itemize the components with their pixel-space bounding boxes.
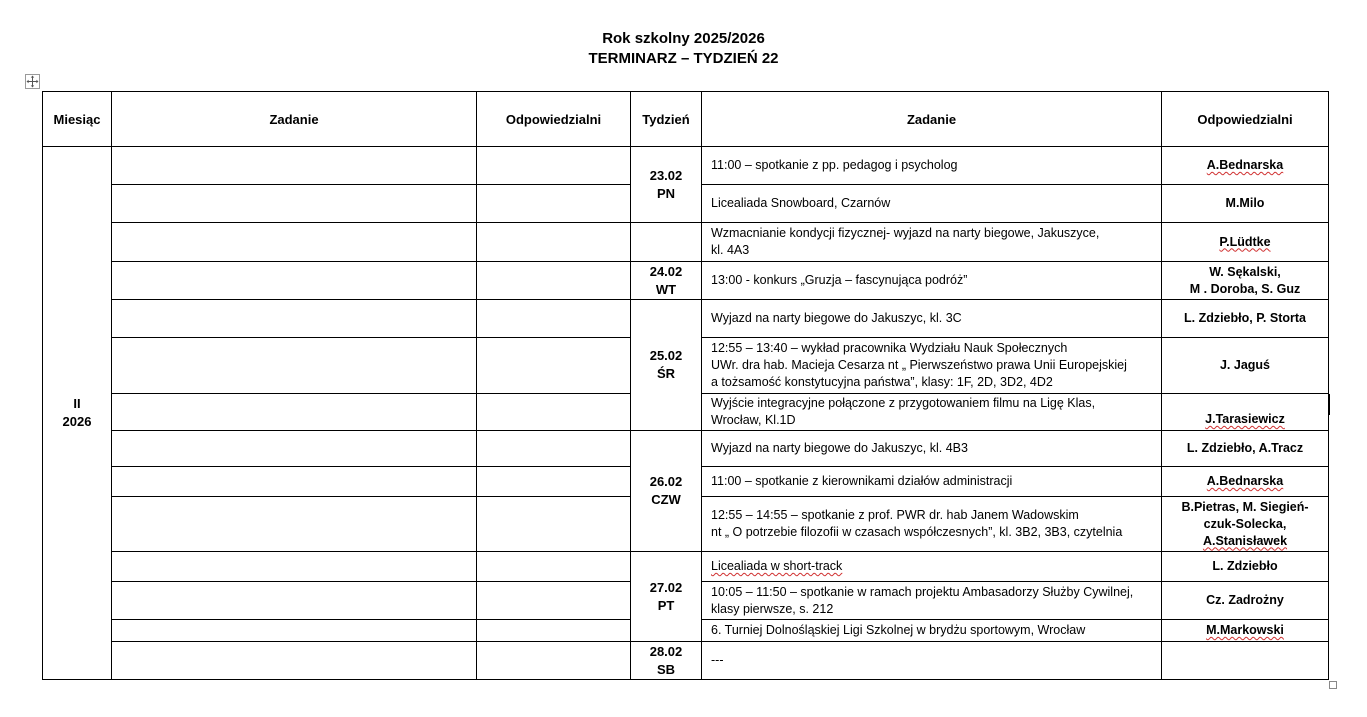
responsible-left-cell[interactable] — [477, 394, 631, 431]
responsible-left-cell[interactable] — [477, 582, 631, 620]
document-subtitle: TERMINARZ – TYDZIEŃ 22 — [588, 50, 779, 67]
task-left-cell[interactable] — [112, 552, 477, 582]
table-row — [43, 223, 1329, 262]
responsible-left-cell[interactable] — [477, 300, 631, 338]
task-left-cell[interactable] — [112, 582, 477, 620]
day-cell-empty — [631, 223, 702, 262]
task-cell[interactable]: 10:05 – 11:50 – spotkanie w ramach projektu Ambasadorzy Służby Cywilnej, klasy pierwsze, s. 212 — [702, 582, 1162, 620]
column-header-task-right: Zadanie — [702, 92, 1162, 147]
responsible-cell[interactable]: L. Zdziebło — [1162, 552, 1329, 582]
day-cell-sat: 28.02 SB — [631, 642, 702, 680]
column-header-month: Miesiąc — [43, 92, 112, 147]
document-title: Rok szkolny 2025/2026 — [602, 30, 765, 47]
task-cell[interactable]: --- — [702, 642, 1162, 680]
task-cell[interactable]: Wyjazd na narty biegowe do Jakuszyc, kl. 3C — [702, 300, 1162, 338]
table-row — [43, 431, 1329, 467]
column-header-task-left: Zadanie — [112, 92, 477, 147]
responsible-left-cell[interactable] — [477, 431, 631, 467]
task-cell[interactable]: Wyjazd na narty biegowe do Jakuszyc, kl. 4B3 — [702, 431, 1162, 467]
responsible-left-cell[interactable] — [477, 497, 631, 552]
responsible-left-cell[interactable] — [477, 185, 631, 223]
responsible-cell[interactable]: B.Pietras, M. Siegień- czuk-Solecka, A.Stanisławek — [1162, 497, 1329, 552]
task-cell[interactable]: 11:00 – spotkanie z kierownikami działów administracji — [702, 467, 1162, 497]
responsible-cell[interactable]: J. Jaguś — [1162, 338, 1329, 394]
responsible-left-cell[interactable] — [477, 262, 631, 300]
responsible-left-cell[interactable] — [477, 467, 631, 497]
day-cell-thu: 26.02 CZW — [631, 431, 702, 552]
responsible-left-cell[interactable] — [477, 620, 631, 642]
table-row — [43, 147, 1329, 185]
table-row — [43, 552, 1329, 582]
table-row — [43, 300, 1329, 338]
responsible-cell[interactable]: M.Markowski — [1162, 620, 1329, 642]
schedule-table — [42, 91, 1329, 680]
task-cell[interactable]: 13:00 - konkurs „Gruzja – fascynująca podróż” — [702, 262, 1162, 300]
responsible-left-cell[interactable] — [477, 223, 631, 262]
table-move-handle-icon[interactable] — [25, 74, 40, 89]
responsible-left-cell[interactable] — [477, 338, 631, 394]
task-left-cell[interactable] — [112, 642, 477, 680]
responsible-cell[interactable]: Cz. Zadrożny — [1162, 582, 1329, 620]
task-left-cell[interactable] — [112, 467, 477, 497]
table-row — [43, 642, 1329, 680]
task-left-cell[interactable] — [112, 223, 477, 262]
task-left-cell[interactable] — [112, 620, 477, 642]
column-header-responsible-right: Odpowiedzialni — [1162, 92, 1329, 147]
day-cell-tue: 24.02 WT — [631, 262, 702, 300]
responsible-left-cell[interactable] — [477, 552, 631, 582]
responsible-cell[interactable]: L. Zdziebło, P. Storta — [1162, 300, 1329, 338]
day-cell-mon: 23.02 PN — [631, 147, 702, 223]
responsible-cell[interactable]: A.Bednarska — [1162, 147, 1329, 185]
task-left-cell[interactable] — [112, 338, 477, 394]
responsible-cell[interactable]: A.Bednarska — [1162, 467, 1329, 497]
task-cell[interactable]: Wzmacnianie kondycji fizycznej- wyjazd na narty biegowe, Jakuszyce, kl. 4A3 — [702, 223, 1162, 262]
responsible-cell[interactable]: L. Zdziebło, A.Tracz — [1162, 431, 1329, 467]
header-row — [43, 92, 1329, 147]
responsible-cell[interactable]: W. Sękalski, M . Doroba, S. Guz — [1162, 262, 1329, 300]
column-header-responsible-left: Odpowiedzialni — [477, 92, 631, 147]
table-resize-handle[interactable] — [1329, 681, 1337, 689]
responsible-cell[interactable]: J.Tarasiewicz — [1162, 394, 1329, 431]
task-cell[interactable]: 11:00 – spotkanie z pp. pedagog i psycholog — [702, 147, 1162, 185]
task-left-cell[interactable] — [112, 262, 477, 300]
task-cell[interactable]: 12:55 – 13:40 – wykład pracownika Wydziału Nauk Społecznych UWr. dra hab. Macieja Cesarza nt „ Pierwszeństwo prawa Unii Europejskiej a tożsamość konstytucyjna państwa”, klasy: 1F, 2D, 3D2, 4D2 — [702, 338, 1162, 394]
responsible-cell[interactable]: P.Lüdtke — [1162, 223, 1329, 262]
responsible-left-cell[interactable] — [477, 642, 631, 680]
task-left-cell[interactable] — [112, 185, 477, 223]
task-cell[interactable]: Licealiada Snowboard, Czarnów — [702, 185, 1162, 223]
task-left-cell[interactable] — [112, 394, 477, 431]
day-cell-wed: 25.02 ŚR — [631, 300, 702, 431]
task-cell[interactable]: 6. Turniej Dolnośląskiej Ligi Szkolnej w brydżu sportowym, Wrocław — [702, 620, 1162, 642]
day-cell-fri: 27.02 PT — [631, 552, 702, 642]
task-left-cell[interactable] — [112, 431, 477, 467]
table-row — [43, 262, 1329, 300]
responsible-cell[interactable] — [1162, 642, 1329, 680]
task-cell[interactable]: 12:55 – 14:55 – spotkanie z prof. PWR dr. hab Janem Wadowskim nt „ O potrzebie filozofii w czasach współczesnych”, kl. 3B2, 3B3, czytelnia — [702, 497, 1162, 552]
task-cell[interactable]: Wyjście integracyjne połączone z przygotowaniem filmu na Ligę Klas, Wrocław, Kl.1D — [702, 394, 1162, 431]
text-cursor — [1329, 394, 1330, 415]
task-left-cell[interactable] — [112, 497, 477, 552]
task-left-cell[interactable] — [112, 300, 477, 338]
month-cell: II 2026 — [43, 147, 112, 680]
task-left-cell[interactable] — [112, 147, 477, 185]
column-header-week: Tydzień — [631, 92, 702, 147]
responsible-left-cell[interactable] — [477, 147, 631, 185]
responsible-cell[interactable]: M.Milo — [1162, 185, 1329, 223]
task-cell[interactable]: Licealiada w short-track — [702, 552, 1162, 582]
